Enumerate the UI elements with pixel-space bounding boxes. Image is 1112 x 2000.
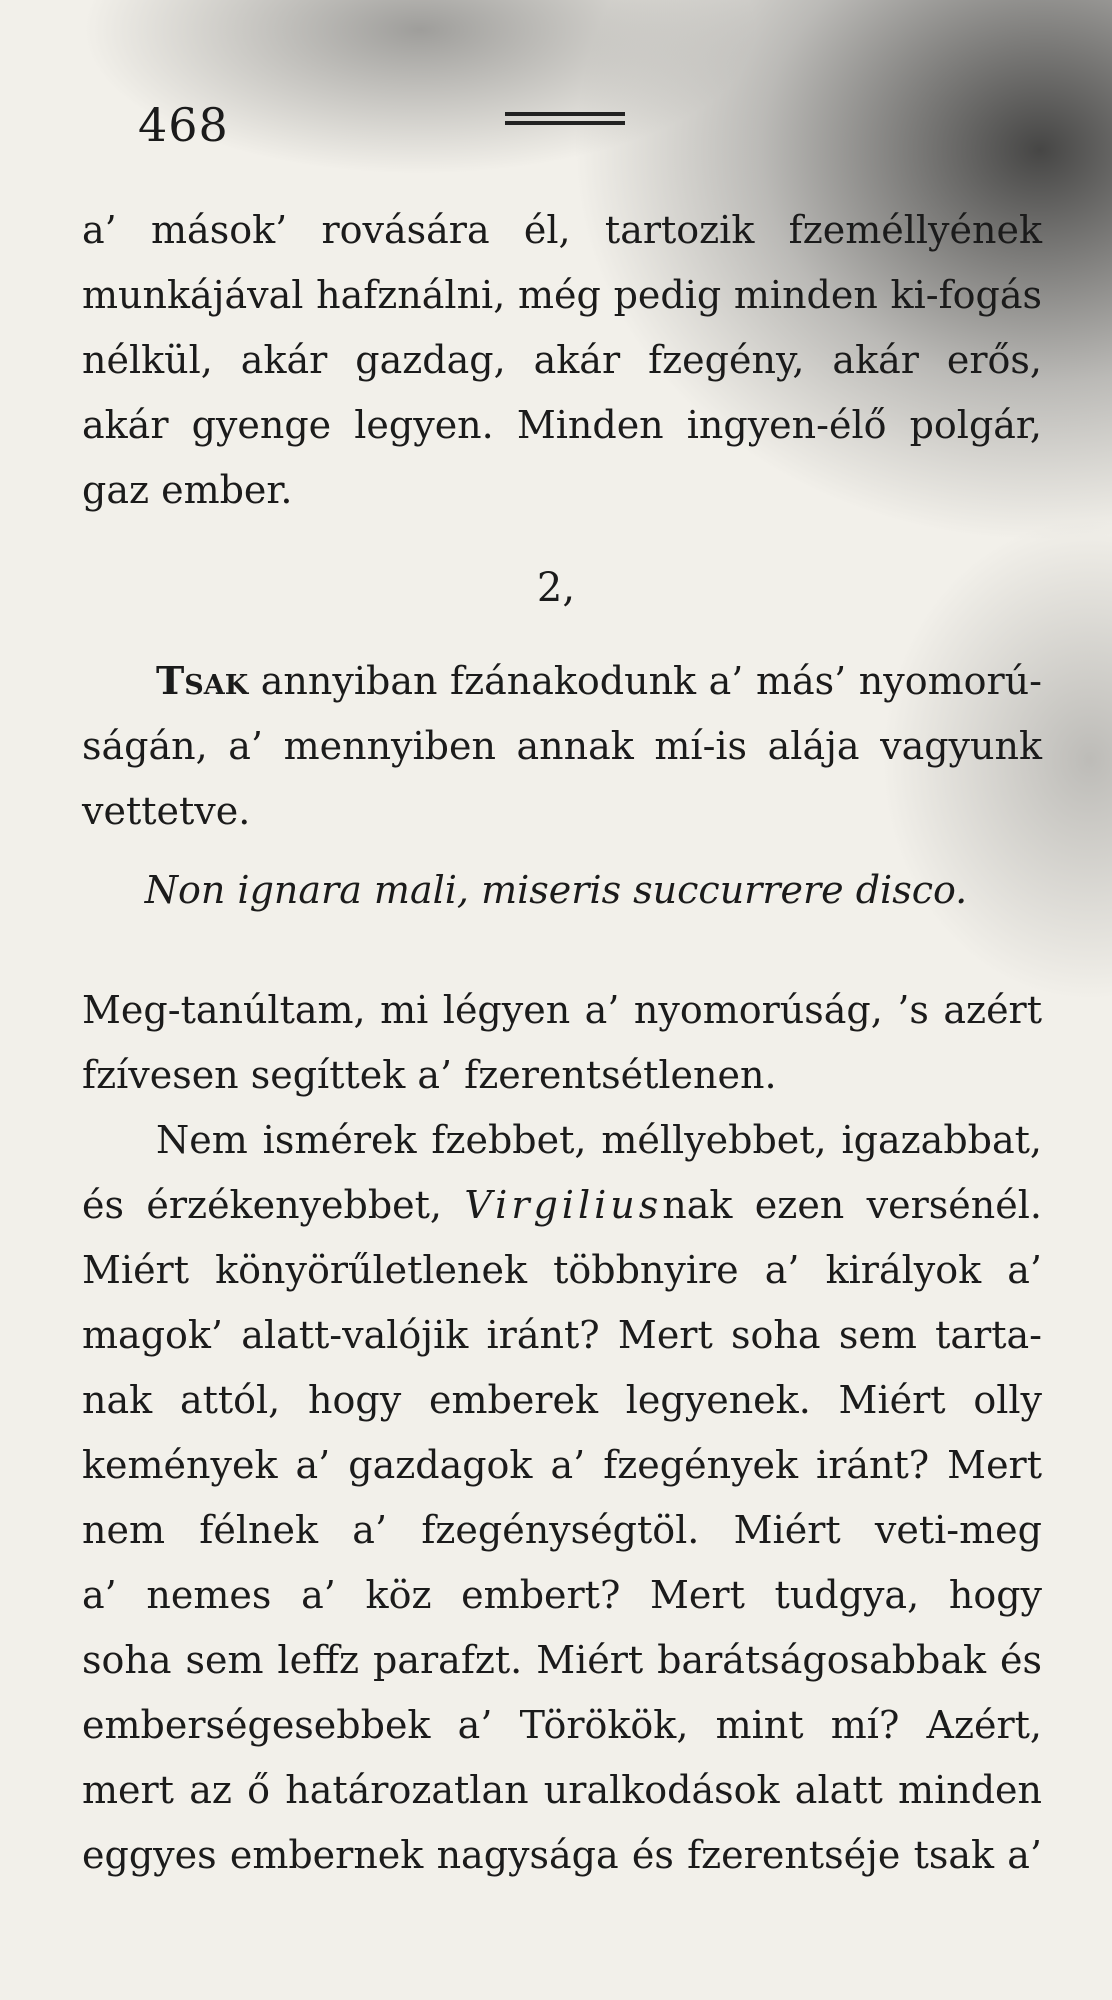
section-number: 2,	[536, 565, 576, 611]
commentary-paragraph	[82, 978, 1042, 1888]
text-fragment: nak ezen versénél.	[662, 1183, 1042, 1227]
text-line: a’ mások’ rovására él, tartozik fzeméllyének	[82, 208, 1042, 252]
text-line: Nem ismérek fzebbet, méllyebbet, igazabbat,	[156, 1118, 1042, 1162]
text-line: magok’ alatt-valójik iránt? Mert soha sem tarta-	[82, 1313, 1042, 1357]
lead-word: Tsak	[156, 658, 249, 703]
text-line: eggyes embernek nagysága és fzerentséje tsak a’	[82, 1833, 1042, 1877]
text-line: nem félnek a’ fzegénységtöl. Miért veti-meg	[82, 1508, 1042, 1552]
text-line: ságán, a’ mennyiben annak mí-is alája vagyunk	[82, 724, 1042, 768]
text-line: gaz ember.	[82, 468, 293, 512]
text-line: emberségesebbek a’ Törökök, mint mí? Azért,	[82, 1703, 1042, 1747]
text-fragment: annyiban fzánakodunk a’ más’ nyomorú-	[248, 659, 1042, 703]
text-fragment: és érzékenyebbet,	[82, 1183, 465, 1227]
text-line: a’ nemes a’ köz embert? Mert tudgya, hogy	[82, 1573, 1042, 1617]
latin-motto: Non ignara mali, miseris succurrere disco.	[144, 868, 968, 912]
text-line: mert az ő határozatlan uralkodások alatt minden	[82, 1768, 1042, 1812]
maxim-paragraph	[82, 648, 1042, 844]
header-ornament-rule	[505, 112, 625, 126]
text-line	[82, 648, 1042, 714]
text-line: nak attól, hogy emberek legyenek. Miért olly	[82, 1378, 1042, 1422]
text-line: nélkül, akár gazdag, akár fzegény, akár erős,	[82, 338, 1042, 382]
text-line: kemények a’ gazdagok a’ fzegények iránt? Mert	[82, 1443, 1042, 1487]
text-line: vettetve.	[82, 789, 251, 833]
text-line: akár gyenge legyen. Minden ingyen-élő polgár,	[82, 403, 1042, 447]
page-number: 468	[138, 98, 229, 152]
text-line	[82, 1173, 1042, 1238]
text-line: soha sem leffz parafzt. Miért barátságosabbak és	[82, 1638, 1042, 1682]
paragraph-continuation	[82, 198, 1042, 523]
author-name: Virgilius	[464, 1183, 663, 1227]
text-line: munkájával hafználni, még pedig minden ki-fogás	[82, 273, 1042, 317]
text-line: Miért könyörűletlenek többnyire a’ királyok a’	[82, 1248, 1042, 1292]
text-line: fzívesen segíttek a’ fzerentsétlenen.	[82, 1053, 777, 1097]
text-line: Meg-tanúltam, mi légyen a’ nyomorúság, ’s azért	[82, 988, 1042, 1032]
